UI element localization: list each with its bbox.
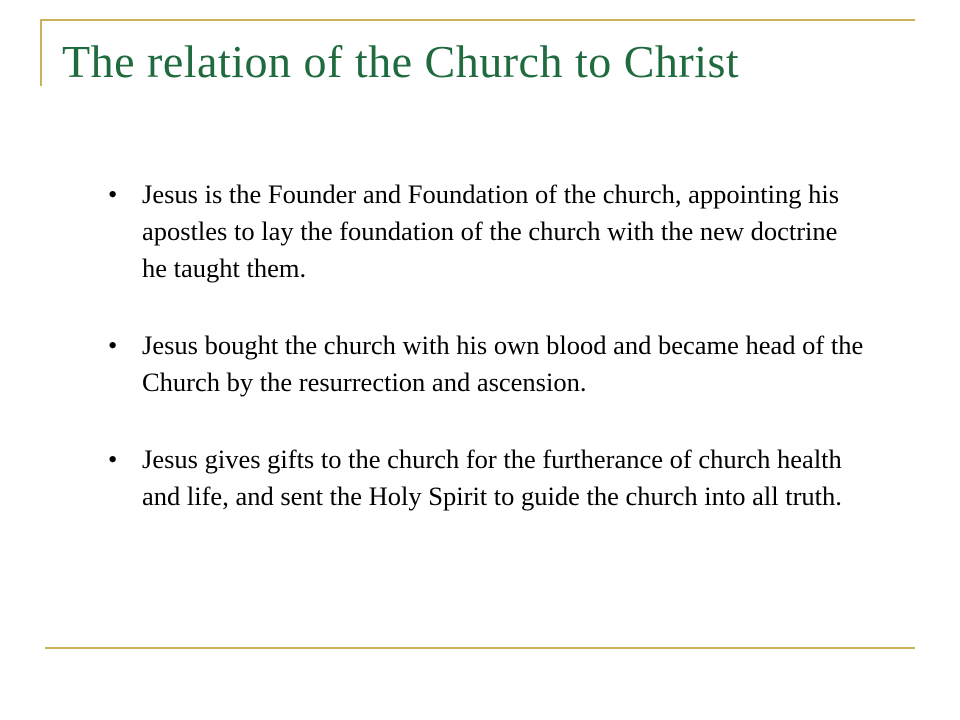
slide-title: The relation of the Church to Christ (62, 36, 740, 87)
bullet-text: Jesus is the Founder and Foundation of the church, appointing his apostles to lay the foundation of the church with the new doctrine he taught them. (142, 179, 840, 283)
bullet-list (108, 176, 868, 555)
bullet-text: Jesus bought the church with his own blood and became head of the Church by the resurrection and ascension. (142, 330, 864, 397)
bullet-item (108, 441, 868, 515)
bullet-dot-icon: • (108, 444, 118, 474)
bullet-item (108, 176, 868, 287)
bullet-dot-icon: • (108, 179, 118, 209)
bullet-item (108, 327, 868, 401)
bullet-dot-icon: • (108, 330, 118, 360)
top-rule-divider (42, 19, 915, 21)
bullet-text: Jesus gives gifts to the church for the furtherance of church health and life, and sent the Holy Spirit to guide the church into all truth. (142, 444, 842, 511)
left-rule-divider (40, 19, 42, 86)
bottom-rule-divider (45, 647, 915, 649)
